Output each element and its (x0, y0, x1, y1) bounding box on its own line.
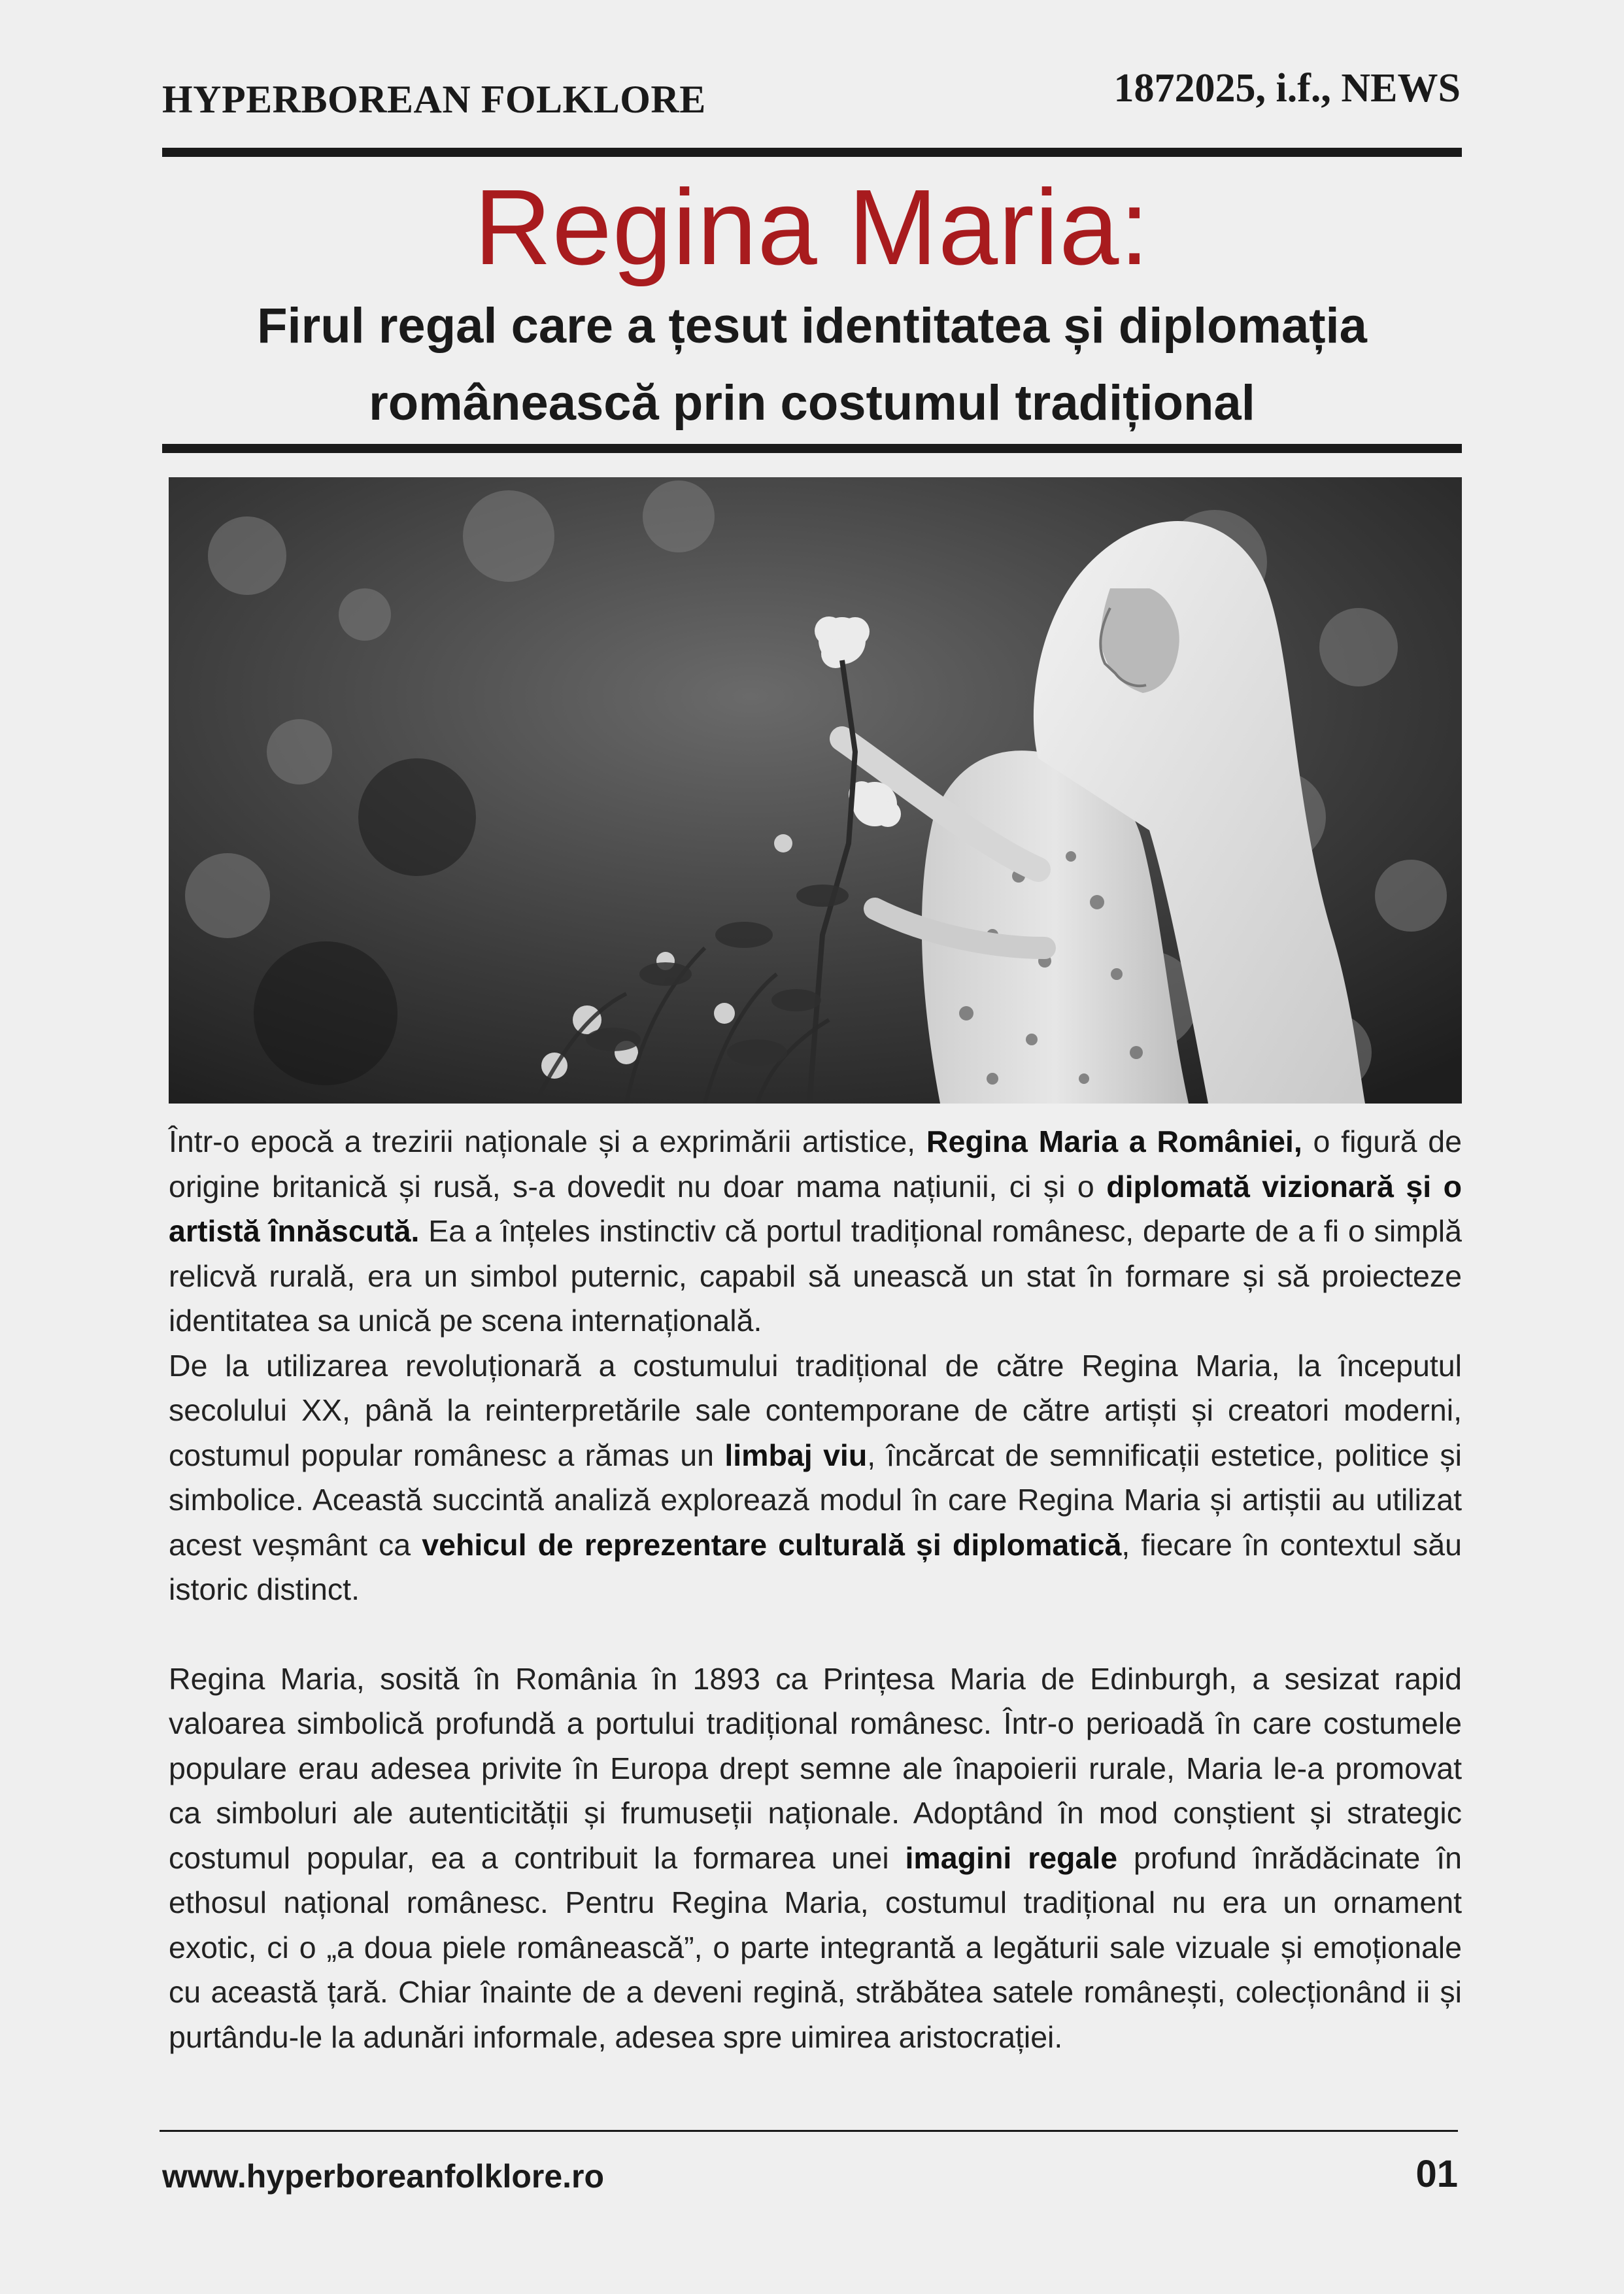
subtitle-line-2: românească prin costumul tradițional (369, 375, 1255, 431)
top-divider (162, 148, 1462, 157)
highlight: Regina Maria a României, (926, 1124, 1302, 1158)
highlight: limbaj viu (724, 1438, 868, 1472)
subtitle-line-1: Firul regal care a țesut identitatea și diplomația (257, 298, 1367, 354)
page-number: 01 (1415, 2153, 1458, 2195)
article-title: Regina Maria: (474, 167, 1150, 287)
title-divider (162, 444, 1462, 453)
highlight: vehicul de reprezentare culturală și diplomatică (422, 1527, 1122, 1562)
article-body (169, 1119, 1462, 2059)
website-link[interactable]: www.hyperboreanfolklore.ro (162, 2158, 605, 2195)
highlight: diplomată vizionară și o artistă înnăscută. (169, 1169, 1463, 1248)
footer-divider (160, 2130, 1458, 2132)
publication-name: HYPERBOREAN FOLKLORE (162, 78, 706, 121)
article-subtitle (162, 288, 1462, 442)
issue-label: 1872025, i.f., NEWS (1113, 66, 1461, 110)
paragraph-3: Regina Maria, sosită în România în 1893 ca Prințesa Maria de Edinburgh, a sesizat rapid valoarea simbolică profundă a portului tradițional românesc. Într-o perioadă în care costumele populare erau adesea privite în Europa drept semne ale înapoierii rurale, Maria le-a promovat ca simboluri ale autenticității și frumuseții naționale. Adoptând în mod conștient și strategic costumul popular, ea a contribuit la formarea unei imagini regale profund înrădăcinate în ethosul național românesc. Pentru Regina Maria, costumul tradițional nu era un ornament exotic, ci o „a doua piele românească”, o parte integrantă a legăturii sale vizuale și emoționale cu această țară. Chiar înainte de a deveni regină, străbătea satele românești, colecționând ii și purtându-le la adunări informale, adesea spre uimirea aristocrației. (169, 1661, 1462, 2054)
highlight: imagini regale (905, 1840, 1118, 1875)
paragraph-1: Într-o epocă a trezirii naționale și a exprimării artistice, Regina Maria a României, o figură de origine britanică și rusă, s-a dovedit nu doar mama națiunii, ci și o diplomată vizionară și o artistă înnăscută. Ea a înțeles instinctiv că portul tradițional românesc, departe de a fi o simplă relicvă rurală, era un simbol puternic, capabil să unească un stat în formare și să proiecteze identitatea sa unică pe scena internațională. (169, 1124, 1463, 1338)
paragraph-2: De la utilizarea revoluționară a costumului tradițional de către Regina Maria, la începutul secolului XX, până la reinterpretările sale contemporane de către artiști și creatori moderni, costumul popular românesc a rămas un limbaj viu, încărcat de semnificații estetice, politice și simbolice. Această succintă analiză explorează modul în care Regina Maria și artiștii au utilizat acest veșmânt ca vehicul de reprezentare culturală și diplomatică, fiecare în contextul său istoric distinct. (169, 1348, 1463, 1606)
queen-marie-photo (169, 477, 1462, 1104)
